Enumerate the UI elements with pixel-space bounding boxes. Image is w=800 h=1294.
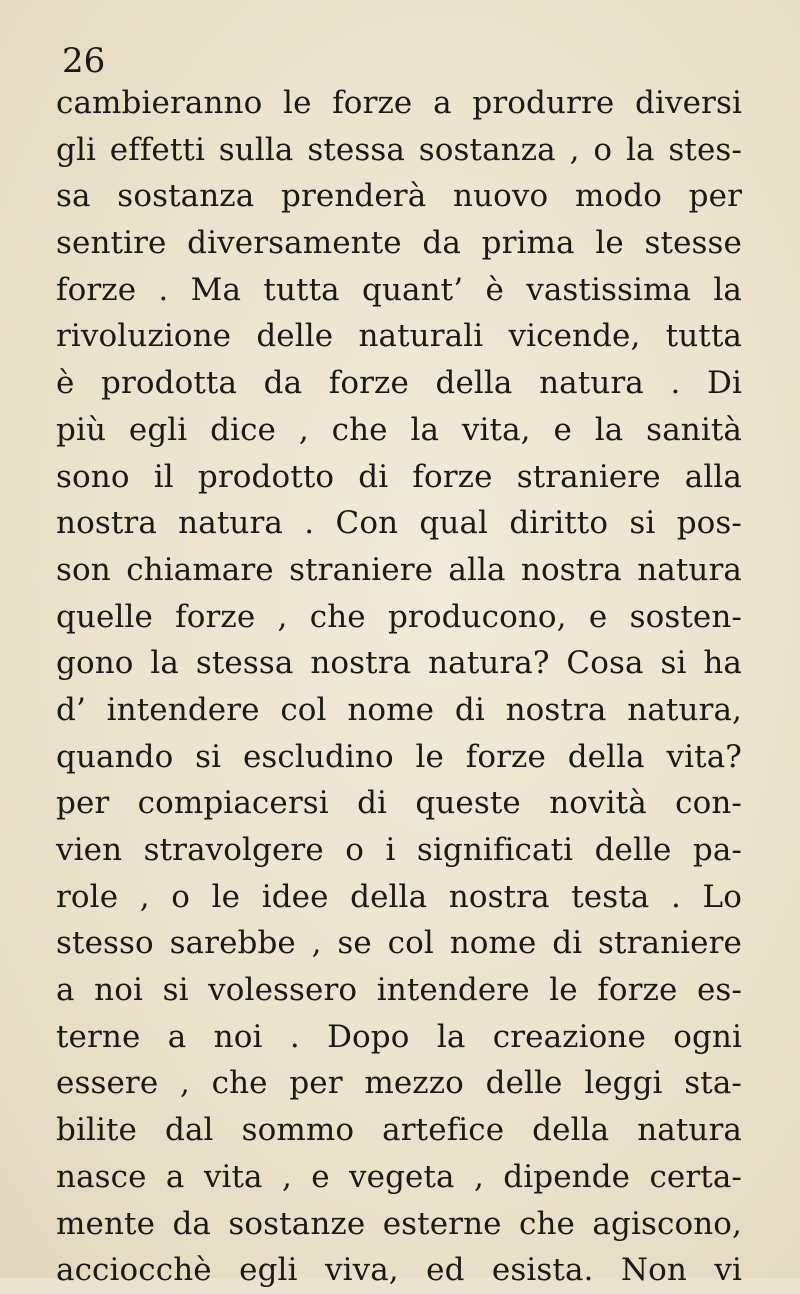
- body-text: [56, 80, 742, 1294]
- text-line: sentire diversamente da prima le stesse: [56, 225, 742, 262]
- text-line: è prodotta da forze della natura . Di: [56, 365, 742, 402]
- text-line: nasce a vita , e vegeta , dipende certa-: [56, 1158, 742, 1195]
- text-line: gli effetti sulla stessa sostanza , o la stes-: [56, 131, 742, 168]
- text-line: forze . Ma tutta quant’ è vastissima la: [56, 271, 742, 308]
- text-line: sono il prodotto di forze straniere alla: [56, 458, 742, 495]
- text-line: d’ intendere col nome di nostra natura,: [56, 691, 742, 728]
- text-line: rivoluzione delle naturali vicende, tutta: [56, 318, 742, 355]
- text-line: cambieranno le forze a produrre diversi: [56, 85, 742, 121]
- text-line: acciocchè egli viva, ed esista. Non vi: [56, 1252, 742, 1289]
- text-line: per compiacersi di queste novità con-: [56, 785, 742, 822]
- text-line: quelle forze , che producono, e sosten-: [56, 598, 742, 635]
- text-line: terne a noi . Dopo la creazione ogni: [56, 1018, 742, 1055]
- text-line: a noi si volessero intendere le forze es-: [56, 972, 742, 1009]
- text-line: bilite dal sommo artefice della natura: [56, 1112, 742, 1149]
- text-line: nostra natura . Con qual diritto si pos-: [56, 505, 742, 542]
- text-line: sa sostanza prenderà nuovo modo per: [56, 178, 742, 215]
- text-line: vien stravolgere o i significati delle pa-: [56, 832, 742, 868]
- text-line: stesso sarebbe , se col nome di straniere: [56, 925, 742, 962]
- text-line: gono la stessa nostra natura? Cosa si ha: [56, 645, 742, 682]
- text-line: essere , che per mezzo delle leggi sta-: [56, 1065, 742, 1102]
- text-line: quando si escludino le forze della vita?: [56, 738, 742, 775]
- text-line: mente da sostanze esterne che agiscono,: [56, 1205, 742, 1242]
- text-line: son chiamare straniere alla nostra natura: [56, 551, 742, 588]
- page-number: 26: [62, 41, 106, 81]
- text-line: più egli dice , che la vita, e la sanità: [56, 411, 742, 448]
- text-line: role , o le idee della nostra testa . Lo: [56, 878, 742, 915]
